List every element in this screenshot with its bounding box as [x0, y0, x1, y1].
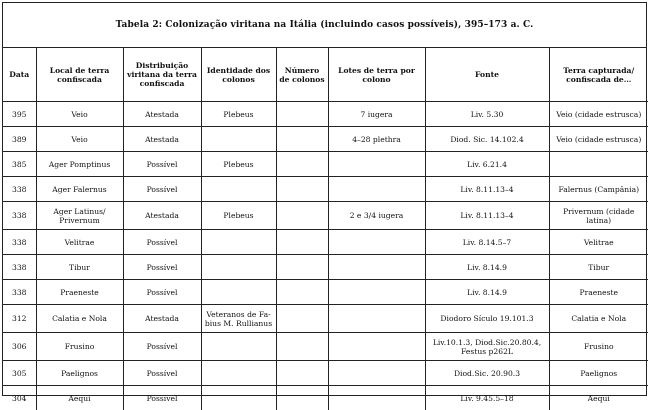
table-row [3, 280, 648, 305]
cell-fonte: Liv. 5.30 [425, 102, 549, 127]
cell-identidade [201, 177, 276, 202]
table-title: Tabela 2: Colonização viritana na Itália (incluindo casos possíveis), 395–173 a. C. [3, 3, 646, 48]
cell-terra-capturada: Privernum (cidade latina) [549, 202, 648, 230]
table-row [3, 255, 648, 280]
table-container [2, 2, 647, 396]
cell-fonte: Liv. 8.14.9 [425, 280, 549, 305]
header-row [3, 48, 648, 102]
cell-data: 304 [3, 386, 36, 410]
cell-terra-capturada: Calatia e Nola [549, 305, 648, 333]
cell-distribuicao: Atestada [123, 305, 201, 333]
cell-distribuicao: Possível [123, 152, 201, 177]
table-row [3, 127, 648, 152]
cell-local: Ager Falernus [36, 177, 123, 202]
cell-numero [276, 255, 328, 280]
cell-fonte: Liv. 8.14.5–7 [425, 230, 549, 255]
cell-identidade [201, 280, 276, 305]
cell-fonte: Diod.Sic. 20.90.3 [425, 361, 549, 386]
cell-distribuicao: Possível [123, 280, 201, 305]
cell-distribuicao: Possível [123, 230, 201, 255]
cell-local: Calatia e Nola [36, 305, 123, 333]
cell-local: Ager Latinus/ Privernum [36, 202, 123, 230]
cell-local: Paelignos [36, 361, 123, 386]
cell-data: 338 [3, 255, 36, 280]
cell-terra-capturada: Veio (cidade estrusca) [549, 127, 648, 152]
cell-numero [276, 333, 328, 361]
cell-identidade: Plebeus [201, 152, 276, 177]
cell-distribuicao: Possível [123, 177, 201, 202]
cell-lotes [328, 305, 425, 333]
cell-terra-capturada: Praeneste [549, 280, 648, 305]
table-row [3, 230, 648, 255]
cell-lotes [328, 280, 425, 305]
cell-lotes [328, 230, 425, 255]
cell-numero [276, 152, 328, 177]
cell-lotes [328, 386, 425, 410]
cell-identidade [201, 255, 276, 280]
cell-terra-capturada [549, 152, 648, 177]
cell-numero [276, 280, 328, 305]
cell-distribuicao: Atestada [123, 102, 201, 127]
cell-identidade [201, 333, 276, 361]
header-identidade: Identidade dos colonos [201, 48, 276, 102]
cell-local: Veio [36, 102, 123, 127]
cell-numero [276, 361, 328, 386]
cell-distribuicao: Possível [123, 361, 201, 386]
header-lotes: Lotes de terra por colono [328, 48, 425, 102]
cell-identidade: Veteranos de Fa- bius M. Rullianus [201, 305, 276, 333]
cell-identidade [201, 230, 276, 255]
cell-distribuicao: Possível [123, 333, 201, 361]
table-row [3, 202, 648, 230]
cell-lotes: 7 iugera [328, 102, 425, 127]
cell-fonte: Liv. 8.14.9 [425, 255, 549, 280]
table-row [3, 177, 648, 202]
header-fonte: Fonte [425, 48, 549, 102]
cell-lotes [328, 333, 425, 361]
cell-distribuicao: Atestada [123, 202, 201, 230]
cell-fonte: Liv. 9.45.5–18 [425, 386, 549, 410]
cell-data: 338 [3, 280, 36, 305]
cell-identidade: Plebeus [201, 202, 276, 230]
header-terra-capturada: Terra capturada/ confiscada de… [549, 48, 648, 102]
cell-numero [276, 202, 328, 230]
cell-data: 306 [3, 333, 36, 361]
header-distribuicao: Distribuição viritana da terra confiscada [123, 48, 201, 102]
cell-fonte: Diod. Sic. 14.102.4 [425, 127, 549, 152]
cell-local: Tibur [36, 255, 123, 280]
cell-local: Aequi [36, 386, 123, 410]
cell-terra-capturada: Velitrae [549, 230, 648, 255]
cell-distribuicao: Possível [123, 386, 201, 410]
cell-identidade [201, 127, 276, 152]
cell-local: Velitrae [36, 230, 123, 255]
table-row [3, 152, 648, 177]
table-body [3, 102, 648, 410]
cell-terra-capturada: Aequi [549, 386, 648, 410]
cell-data: 338 [3, 177, 36, 202]
header-numero: Número de colonos [276, 48, 328, 102]
cell-data: 389 [3, 127, 36, 152]
cell-lotes [328, 361, 425, 386]
cell-distribuicao: Possível [123, 255, 201, 280]
cell-lotes [328, 152, 425, 177]
cell-fonte: Liv. 8.11.13–4 [425, 202, 549, 230]
cell-fonte: Liv. 8.11.13–4 [425, 177, 549, 202]
cell-numero [276, 230, 328, 255]
cell-lotes [328, 177, 425, 202]
colonization-table [3, 48, 648, 410]
cell-data: 312 [3, 305, 36, 333]
cell-fonte: Liv.10.1.3, Diod.Sic.20.80.4, Festus p262L [425, 333, 549, 361]
table-row [3, 361, 648, 386]
cell-lotes: 2 e 3/4 iugera [328, 202, 425, 230]
cell-lotes: 4–28 plethra [328, 127, 425, 152]
cell-numero [276, 386, 328, 410]
cell-numero [276, 127, 328, 152]
cell-numero [276, 102, 328, 127]
cell-terra-capturada: Tibur [549, 255, 648, 280]
cell-local: Frusino [36, 333, 123, 361]
cell-terra-capturada: Falernus (Campânia) [549, 177, 648, 202]
cell-lotes [328, 255, 425, 280]
cell-fonte: Liv. 6.21.4 [425, 152, 549, 177]
cell-data: 395 [3, 102, 36, 127]
table-row [3, 333, 648, 361]
cell-local: Praeneste [36, 280, 123, 305]
cell-terra-capturada: Frusino [549, 333, 648, 361]
cell-data: 338 [3, 202, 36, 230]
cell-data: 305 [3, 361, 36, 386]
cell-data: 385 [3, 152, 36, 177]
table-row [3, 305, 648, 333]
cell-fonte: Diodoro Sículo 19.101.3 [425, 305, 549, 333]
cell-numero [276, 305, 328, 333]
cell-data: 338 [3, 230, 36, 255]
cell-numero [276, 177, 328, 202]
cell-identidade: Plebeus [201, 102, 276, 127]
cell-identidade [201, 361, 276, 386]
cell-terra-capturada: Paelignos [549, 361, 648, 386]
table-row [3, 102, 648, 127]
cell-local: Veio [36, 127, 123, 152]
cell-distribuicao: Atestada [123, 127, 201, 152]
cell-terra-capturada: Veio (cidade estrusca) [549, 102, 648, 127]
header-local: Local de terra confiscada [36, 48, 123, 102]
table-row [3, 386, 648, 410]
cell-identidade [201, 386, 276, 410]
cell-local: Ager Pomptinus [36, 152, 123, 177]
header-data: Data [3, 48, 36, 102]
